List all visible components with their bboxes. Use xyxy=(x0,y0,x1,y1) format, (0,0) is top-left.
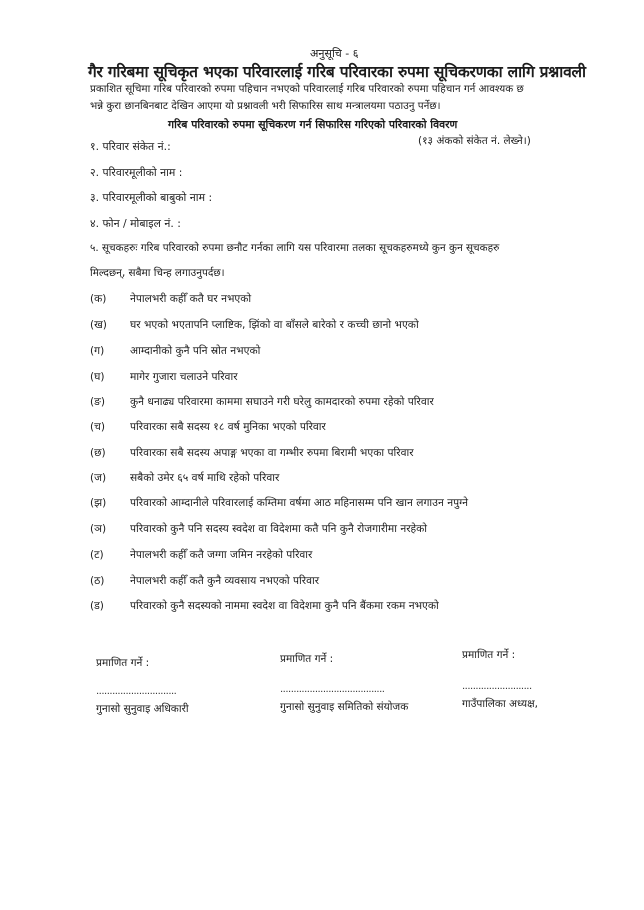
indicator-text: परिवारको कुनै पनि सदस्य स्वदेश वा विदेशमा कतै पनि कुनै रोजगारीमा नरहेको xyxy=(130,523,428,535)
signature-line: ....................................... xyxy=(280,684,385,695)
field-head-name: २. परिवारमूलीको नाम : xyxy=(90,166,183,179)
indicator-marker: (ज) xyxy=(90,472,107,484)
certify-label: प्रमाणित गर्ने : xyxy=(462,649,516,661)
section-subtitle: गरिब परिवारको रुपमा सूचिकरण गर्न सिफारिस गरिएको परिवारको विवरण xyxy=(168,118,458,131)
indicators-instruction-line-2: मिल्दछन्, सबैमा चिन्ह लगाउनुपर्दछ। xyxy=(90,267,225,279)
indicator-marker: (ङ) xyxy=(90,396,106,408)
signatory-title: गाउँपालिका अध्यक्ष, xyxy=(462,698,538,710)
field-head-father-name: ३. परिवारमूलीको बाबुको नाम : xyxy=(90,191,213,204)
field-family-code: १. परिवार संकेत नं.: xyxy=(90,140,171,153)
indicator-text: नेपालभरी कहीँ कतै जग्गा जमिन नरहेको परिवार xyxy=(130,549,313,561)
indicators-instruction-line-1: ५. सूचकहरुः गरिब परिवारको रुपमा छनौट गर्नका लागि यस परिवारमा तलका सूचकहरुमध्ये कुन कुन सूचकहरु xyxy=(90,242,500,254)
indicator-text: कुनै धनाढ्य परिवारमा काममा सघाउने गरी घरेलु कामदारको रुपमा रहेको परिवार xyxy=(130,396,434,408)
family-code-note: (१३ अंकको संकेत नं. लेख्ने।) xyxy=(418,135,531,147)
signature-line: .............................. xyxy=(96,686,177,697)
indicator-text: नेपालभरी कहीँ कतै घर नभएको xyxy=(130,293,252,305)
indicator-marker: (छ) xyxy=(90,447,106,459)
annex-number: अनुसूचि - ६ xyxy=(310,47,359,60)
indicator-marker: (ट) xyxy=(90,549,104,561)
indicator-text: नेपालभरी कहीँ कतै कुनै व्यवसाय नभएको परिवार xyxy=(130,575,320,587)
indicator-marker: (क) xyxy=(90,293,107,305)
indicator-marker: (च) xyxy=(90,421,105,433)
indicator-marker: (ठ) xyxy=(90,575,105,587)
field-phone: ४. फोन / मोबाइल नं. : xyxy=(90,217,181,230)
indicator-marker: (ड) xyxy=(90,600,104,612)
indicator-text: परिवारको आम्दानीले परिवारलाई कम्तिमा वर्षमा आठ महिनासम्म पनि खान लगाउन नपुग्ने xyxy=(130,497,468,509)
signature-line: .......................... xyxy=(462,681,532,692)
signatory-title: गुनासो सुनुवाइ अधिकारी xyxy=(96,703,189,715)
indicator-marker: (ख) xyxy=(90,319,107,331)
indicator-text: परिवारका सबै सदस्य अपाङ्ग भएका वा गम्भीर रुपमा बिरामी भएका परिवार xyxy=(130,447,414,459)
indicator-marker: (घ) xyxy=(90,371,105,383)
intro-line-1: प्रकाशित सूचिमा गरिब परिवारको रुपमा पहिचान नभएको परिवारलाई गरिब परिवारको रुपमा पहिचान गर्न आवश्यक छ xyxy=(90,83,524,95)
document-title: गैर गरिबमा सूचिकृत भएका परिवारलाई गरिब परिवारका रुपमा सूचिकरणका लागि प्रश्नावली xyxy=(88,63,586,81)
indicator-marker: (झ) xyxy=(90,497,107,509)
indicator-text: सबैको उमेर ६५ वर्ष माथि रहेको परिवार xyxy=(130,472,280,484)
indicator-text: घर भएको भएतापनि प्लाष्टिक, झिंको वा बाँसले बारेको र कच्ची छानो भएको xyxy=(130,319,419,331)
certify-label: प्रमाणित गर्ने : xyxy=(96,657,150,669)
signatory-title: गुनासो सुनुवाइ समितिको संयोजक xyxy=(280,701,409,713)
indicator-marker: (ग) xyxy=(90,345,105,357)
intro-line-2: भन्ने कुरा छानबिनबाट देखिन आएमा यो प्रश्नावली भरी सिफारिस साथ मन्त्रालयमा पठाउनु पर्नेछ। xyxy=(90,100,441,112)
indicator-text: मागेर गुजारा चलाउने परिवार xyxy=(130,371,238,383)
indicator-marker: (ञ) xyxy=(90,523,107,535)
indicator-text: परिवारका सबै सदस्य १८ वर्ष मुनिका भएको परिवार xyxy=(130,421,326,433)
indicator-text: परिवारको कुनै सदस्यको नाममा स्वदेश वा विदेशमा कुनै पनि बैंकमा रकम नभएको xyxy=(130,600,439,612)
indicator-text: आम्दानीको कुनै पनि स्रोत नभएको xyxy=(130,345,261,357)
certify-label: प्रमाणित गर्ने : xyxy=(280,653,334,665)
